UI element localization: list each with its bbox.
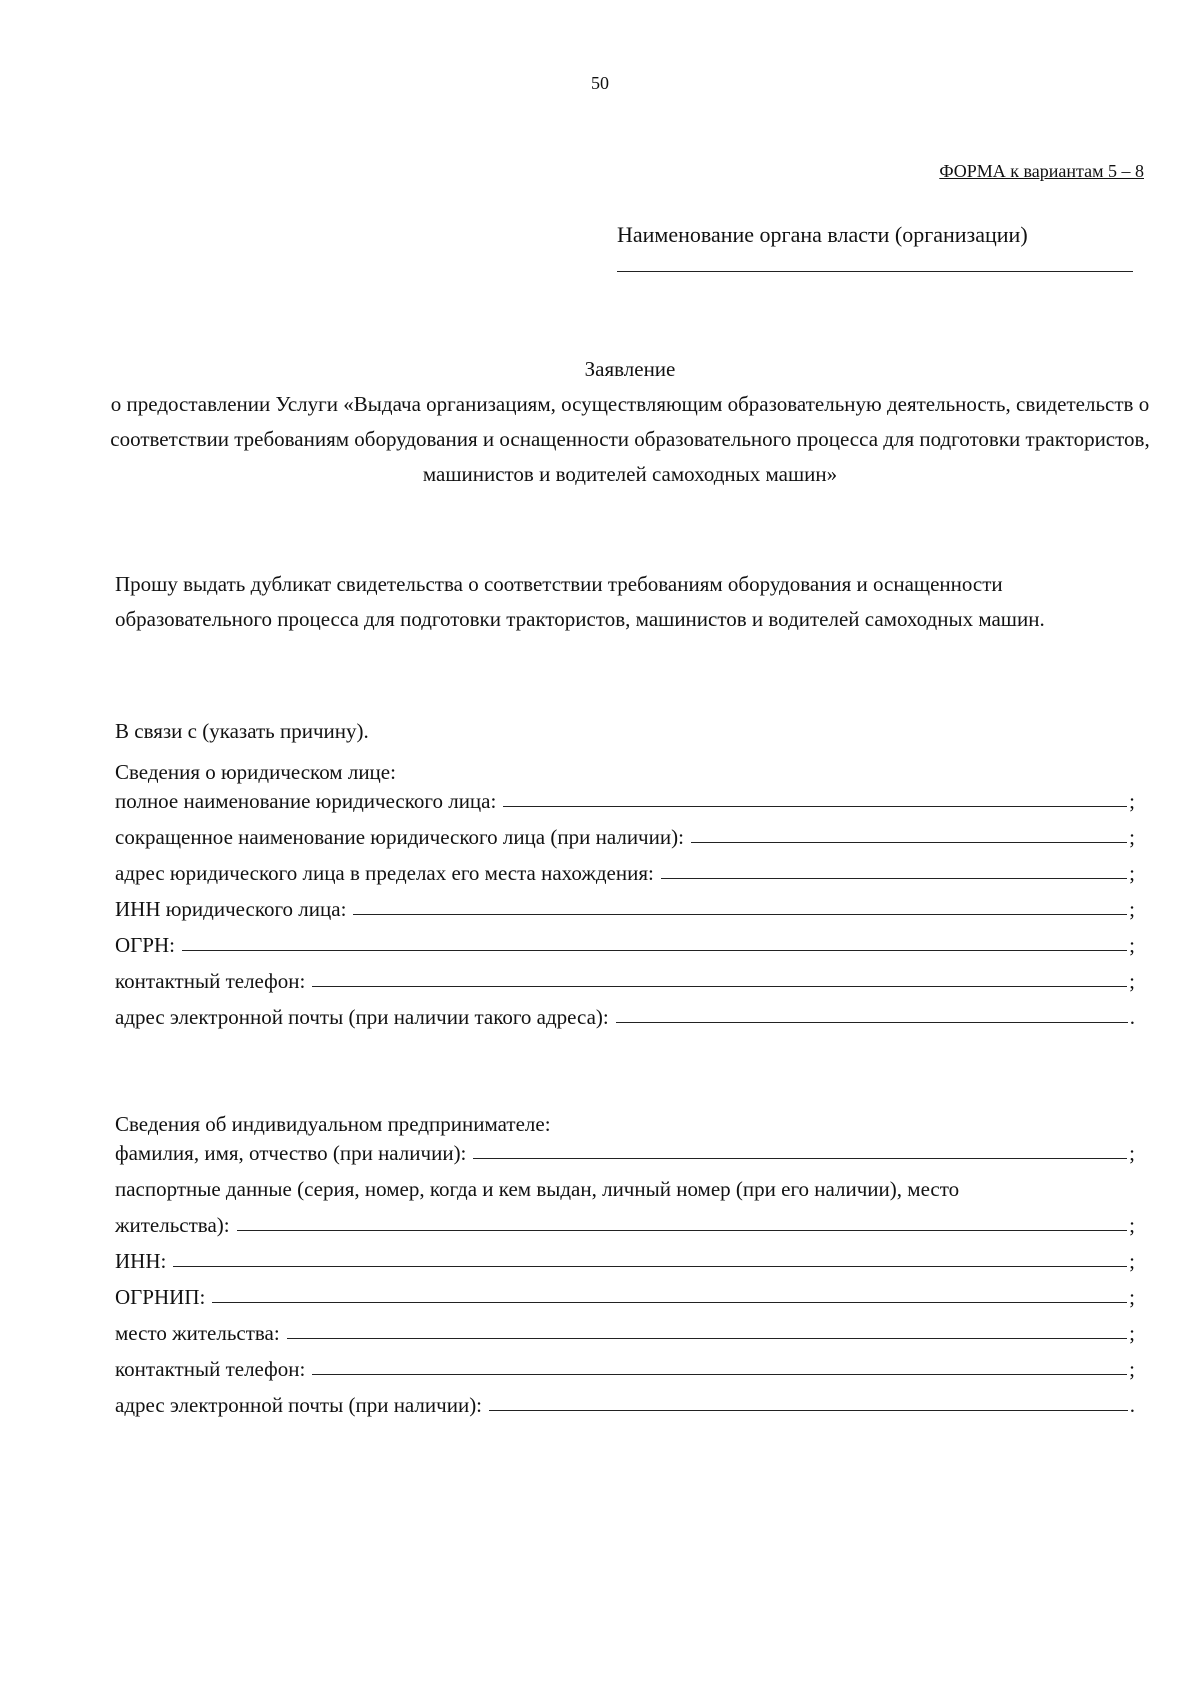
- field-label: сокращенное наименование юридического лица (при наличии):: [115, 825, 684, 849]
- page-number: 50: [591, 73, 609, 93]
- ip-residence-field[interactable]: место жительства: ;: [115, 1321, 1135, 1345]
- field-line[interactable]: [312, 985, 1127, 987]
- legal-ogrn-field[interactable]: ОГРН: ;: [115, 933, 1135, 957]
- field-line[interactable]: [173, 1265, 1127, 1267]
- authority-input-line[interactable]: [617, 271, 1133, 272]
- title-line-2: о предоставлении Услуги «Выдача организациям, осуществляющим образовательную деятельность, свидетельств о соответствии требованиям оборудования и оснащенности образовательного процесса для подготовки трактористов, машинистов и водителей самоходных машин»: [110, 392, 1150, 486]
- field-line[interactable]: [616, 1021, 1128, 1023]
- field-label: ИНН:: [115, 1249, 167, 1273]
- field-line[interactable]: [661, 877, 1127, 879]
- legal-short-name-field[interactable]: сокращенное наименование юридического лица (при наличии): ;: [115, 825, 1135, 849]
- field-line[interactable]: [473, 1157, 1127, 1159]
- field-line[interactable]: [182, 949, 1127, 951]
- field-label: паспортные данные (серия, номер, когда и кем выдан, личный номер (при его наличии), место: [115, 1177, 960, 1201]
- legal-entity-fields: [115, 778, 1135, 1030]
- field-label: ИНН юридического лица:: [115, 897, 347, 921]
- reason-paragraph: В связи с (указать причину).: [115, 719, 369, 743]
- ip-inn-field[interactable]: ИНН: ;: [115, 1249, 1135, 1273]
- legal-full-name-field[interactable]: полное наименование юридического лица: ;: [115, 789, 1135, 813]
- field-line[interactable]: [503, 805, 1127, 807]
- field-label: ОГРН:: [115, 933, 175, 957]
- request-paragraph: Прошу выдать дубликат свидетельства о соответствии требованиям оборудования и оснащенности образовательного процесса для подготовки трактористов, машинистов и водителей самоходных машин.: [115, 572, 1045, 631]
- entrepreneur-heading: Сведения об индивидуальном предпринимателе:: [115, 1112, 551, 1136]
- field-label: адрес юридического лица в пределах его места нахождения:: [115, 861, 654, 885]
- field-label: ОГРНИП:: [115, 1285, 206, 1309]
- field-label-continued: жительства):: [115, 1213, 230, 1237]
- legal-entity-heading: Сведения о юридическом лице:: [115, 760, 396, 784]
- field-label: контактный телефон:: [115, 1357, 306, 1381]
- legal-email-field[interactable]: адрес электронной почты (при наличии такого адреса): .: [115, 1005, 1135, 1029]
- ip-phone-field[interactable]: контактный телефон: ;: [115, 1357, 1135, 1381]
- field-line[interactable]: [489, 1409, 1128, 1411]
- field-label: полное наименование юридического лица:: [115, 789, 497, 813]
- ip-full-name-field[interactable]: фамилия, имя, отчество (при наличии): ;: [115, 1141, 1135, 1165]
- field-label: место жительства:: [115, 1321, 280, 1345]
- field-label: адрес электронной почты (при наличии такого адреса):: [115, 1005, 609, 1029]
- field-line[interactable]: [353, 913, 1127, 915]
- field-line[interactable]: [312, 1373, 1127, 1375]
- field-line[interactable]: [287, 1337, 1127, 1339]
- ip-email-field[interactable]: адрес электронной почты (при наличии): .: [115, 1393, 1135, 1417]
- ip-passport-field[interactable]: паспортные данные (серия, номер, когда и кем выдан, личный номер (при его наличии), место жительства): ;: [115, 1177, 1135, 1237]
- field-line[interactable]: [212, 1301, 1127, 1303]
- field-line[interactable]: [237, 1229, 1128, 1231]
- legal-address-field[interactable]: адрес юридического лица в пределах его места нахождения: ;: [115, 861, 1135, 885]
- legal-phone-field[interactable]: контактный телефон: ;: [115, 969, 1135, 993]
- legal-inn-field[interactable]: ИНН юридического лица: ;: [115, 897, 1135, 921]
- field-line[interactable]: [691, 841, 1127, 843]
- authority-label: Наименование органа власти (организации): [617, 222, 1028, 247]
- ip-ogrnip-field[interactable]: ОГРНИП: ;: [115, 1285, 1135, 1309]
- field-label: контактный телефон:: [115, 969, 306, 993]
- document-title: [110, 352, 1150, 492]
- title-line-1: Заявление: [584, 357, 676, 381]
- field-label: фамилия, имя, отчество (при наличии):: [115, 1141, 467, 1165]
- field-label: адрес электронной почты (при наличии):: [115, 1393, 483, 1417]
- form-tag: ФОРМА к вариантам 5 – 8: [939, 161, 1144, 181]
- entrepreneur-fields: [115, 1130, 1135, 1418]
